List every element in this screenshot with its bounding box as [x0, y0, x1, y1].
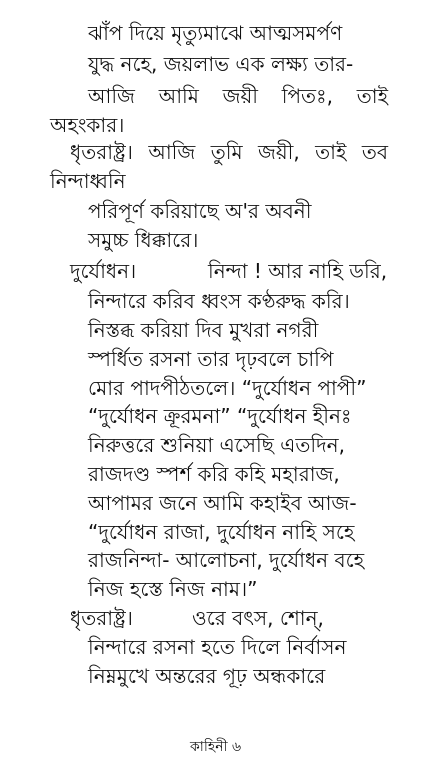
verse-line: মোর পাদপীঠতলে। “দুর্যোধন পাপী”	[88, 376, 367, 400]
verse-line: অহংকার।	[50, 113, 125, 137]
verse-word: তাই	[315, 140, 347, 164]
verse-line: যুদ্ধ নহে, জয়লাভ এক লক্ষ্য তার-	[88, 52, 354, 76]
verse-word: পিতঃ,	[281, 84, 334, 108]
verse-line: নিম্নমুখে অন্তরের গূঢ় অন্ধকারে	[88, 664, 326, 688]
verse-word: তাই	[356, 84, 388, 108]
verse-line: রাজনিন্দা- আলোচনা, দুর্যোধন বহে	[88, 548, 365, 572]
speaker-name: ধৃতরাষ্ট্র।	[70, 606, 133, 630]
speaker-name: দুর্যোধন।	[70, 259, 137, 283]
verse-line: নিস্তব্ধ করিয়া দিব মুখরা নগরী	[88, 318, 319, 342]
verse-line: নিন্দাধ্বনি	[50, 169, 126, 193]
verse-line: নিন্দা ! আর নাহি ডরি,	[208, 259, 388, 283]
verse-word: জয়ী,	[257, 140, 300, 164]
verse-word: আজি	[88, 84, 135, 108]
verse-word: তব	[361, 140, 388, 164]
speech-line-justified	[70, 139, 388, 165]
verse-line: আপামর জনে আমি কহাইব আজ-	[88, 491, 357, 515]
verse-line: নিন্দারে রসনা হতে দিলে নির্বাসন	[88, 635, 347, 659]
verse-word: তুমি	[210, 140, 243, 164]
verse-line: ঝাঁপ দিয়ে মৃত্যুমাঝে আত্মসমর্পণ	[88, 21, 343, 45]
verse-line: “দুর্যোধন ক্রূরমনা” “দুর্যোধন হীনঃ	[88, 404, 352, 428]
verse-line: ওরে বৎস, শোন্,	[192, 606, 324, 630]
verse-word: জয়ী	[222, 84, 258, 108]
speaker-name: ধৃতরাষ্ট্র।	[70, 140, 133, 164]
verse-word: আজি	[148, 140, 196, 164]
verse-line: পরিপূর্ণ করিয়াছে অ'র অবনী	[88, 199, 312, 223]
verse-line: নিরুত্তরে শুনিয়া এসেছি এতদিন,	[88, 433, 345, 457]
verse-line: নিজ হস্তে নিজ নাম।”	[88, 577, 258, 601]
verse-line: রাজদণ্ড স্পর্শ করি কহি মহারাজ,	[88, 462, 340, 486]
page-number: কাহিনী ৬	[190, 739, 242, 755]
verse-line-justified	[88, 83, 388, 109]
verse-word: আমি	[158, 84, 199, 108]
verse-line: নিন্দারে করিব ধ্বংস কণ্ঠরুদ্ধ করি।	[88, 289, 350, 313]
verse-line: “দুর্যোধন রাজা, দুর্যোধন নাহি সহে	[88, 520, 355, 544]
verse-line: সমুচ্চ ধিক্কারে।	[88, 228, 199, 252]
verse-line: স্পর্ধিত রসনা তার দৃঢ়বলে চাপি	[88, 347, 334, 371]
